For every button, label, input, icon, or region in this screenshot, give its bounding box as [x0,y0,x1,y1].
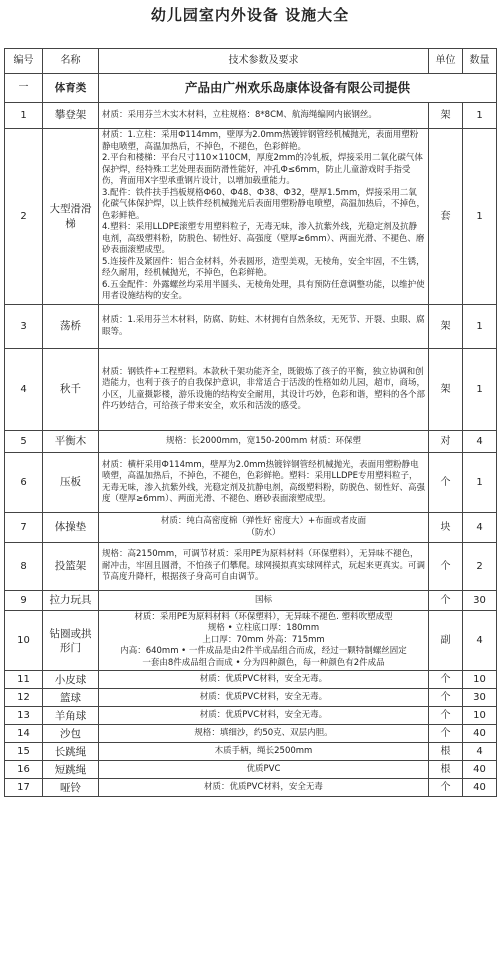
spec-line: 规格：填细沙，约50克、双层内胆。 [194,728,333,739]
table-row [5,689,497,707]
row-unit: 个 [429,779,463,797]
row-name: 压板 [43,453,99,513]
spec-line: 木质手柄，绳长2500mm [214,746,313,757]
row-unit: 个 [429,543,463,591]
table-row [5,349,497,431]
spec-line: 规格 • 立柱底口厚：180mm [207,623,320,634]
row-no: 9 [5,591,43,611]
row-qty: 1 [463,349,497,431]
table-row [5,513,497,543]
table-row [5,671,497,689]
row-spec [99,103,429,129]
spec-line: 材质：采用芬兰木实木材料，立柱规格：8*8CM、航海绳编网内嵌钢丝。 [102,109,377,120]
row-unit: 架 [429,103,463,129]
row-spec [99,611,429,671]
spec-line: 材质：优质PVC材料，安全无毒。 [199,710,328,721]
table-row [5,743,497,761]
row-no: 15 [5,743,43,761]
table-row [5,453,497,513]
row-unit: 对 [429,431,463,453]
row-name: 短跳绳 [43,761,99,779]
table-row [5,707,497,725]
spec-line: 2.平台和楼梯：平台尺寸110×110CM，厚度2mm的冷轧板，焊接采用二氧化碳气体保护焊，经特殊工艺处理表面防滑性能好，冲孔Ф≤6mm，防止儿童游戏时手指受伤，背面用X字型承重钢片设计，以增加载重能力。 [102,153,423,187]
row-name: 荡桥 [43,305,99,349]
row-name: 钻圈或拱形门 [43,611,99,671]
row-unit: 个 [429,453,463,513]
table-row [5,725,497,743]
row-name: 沙包 [43,725,99,743]
row-qty: 1 [463,103,497,129]
page-title: 幼儿园室内外设备 设施大全 [150,6,350,24]
table-row [5,611,497,671]
row-unit: 架 [429,349,463,431]
spec-line: 6.五金配件：外露螺丝均采用半圆头、无棱角处理，具有预防任意调整功能，以维护使用者设施结构的安全。 [102,279,425,302]
header-spec: 技术参数及要求 [99,49,429,74]
row-no: 14 [5,725,43,743]
row-qty: 4 [463,743,497,761]
row-qty: 2 [463,543,497,591]
spec-line: 材质：优质PVC材料，安全无毒 [204,782,323,793]
header-qty: 数量 [463,49,497,74]
table-row [5,761,497,779]
row-no: 3 [5,305,43,349]
row-no: 5 [5,431,43,453]
row-spec [99,305,429,349]
spec-line: 上口厚：70mm 外高：715mm [202,634,325,645]
spec-line: （防水） [246,527,281,538]
spec-line: 材质：1.立柱：采用Ф114mm，壁厚为2.0mm热镀锌钢管经机械抛光，表面用塑粉静电喷塑，高温加热后，不掉色，不褪色，色彩鲜艳。 [102,130,419,152]
row-spec [99,707,429,725]
row-qty: 30 [463,591,497,611]
spec-line: 材质：1.采用芬兰木材料，防腐、防蛀、木材拥有自然条纹，无死节、开裂、虫眼、腐眼等。 [102,315,425,337]
table-row [5,779,497,797]
row-no: 6 [5,453,43,513]
table-row [5,543,497,591]
row-qty: 10 [463,707,497,725]
row-unit: 个 [429,725,463,743]
header-name: 名称 [43,49,99,74]
row-name: 攀登架 [43,103,99,129]
row-name: 长跳绳 [43,743,99,761]
header-row [5,49,497,74]
row-spec [99,591,429,611]
row-no: 4 [5,349,43,431]
row-qty: 40 [463,725,497,743]
row-spec [99,671,429,689]
row-name: 哑铃 [43,779,99,797]
row-qty: 4 [463,611,497,671]
section-note: 产品由广州欢乐岛康体设备有限公司提供 [99,74,497,103]
row-name: 投篮架 [43,543,99,591]
row-name: 篮球 [43,689,99,707]
spec-line: 4.塑料：采用LLDPE滚塑专用塑料粒子，无毒无味，渗入抗紫外线，光稳定剂及抗静电剂，高级塑料粉，防脱色、韧性好、高强度（壁厚≥6mm）、两面光滑、不褪色、磨砂表面滚塑成型。 [102,222,425,256]
row-unit: 个 [429,591,463,611]
section-no: 一 [5,74,43,103]
row-spec [99,431,429,453]
spec-line: 材质：优质PVC材料，安全无毒。 [199,692,328,703]
header-unit: 单位 [429,49,463,74]
row-unit: 个 [429,707,463,725]
row-unit: 个 [429,671,463,689]
row-spec [99,129,429,305]
row-no: 8 [5,543,43,591]
spec-line: 材质：横杆采用Ф114mm，壁厚为2.0mm热镀锌钢管经机械抛光，表面用塑粉静电喷塑，高温加热后，不掉色，不褪色，色彩鲜艳。塑料：采用LLDPE专用塑料粒子，无毒无味，渗入抗紫外线，光稳定剂及抗静电剂，高级塑料粉，防脱色、韧性好、高强度（壁厚≥6mm）、两面光滑、不褪色、磨砂表面滚塑成型。 [102,459,426,504]
row-spec [99,349,429,431]
row-unit: 个 [429,689,463,707]
row-qty: 4 [463,431,497,453]
row-qty: 40 [463,779,497,797]
spec-line: 3.配件：铁件扶手挡板规格Ф60、Ф48、Ф38、Ф32，壁厚1.5mm，焊接采用二氧化碳气体保护焊，以上铁件经机械抛光后表面用塑粉静电喷塑，高温加热后，不掉色，色彩鲜艳。 [102,187,426,221]
row-no: 11 [5,671,43,689]
row-spec [99,761,429,779]
row-no: 7 [5,513,43,543]
header-no: 编号 [5,49,43,74]
row-qty: 40 [463,761,497,779]
row-qty: 30 [463,689,497,707]
section-name: 体育类 [43,74,99,103]
spec-line: 内高：640mm • 一件成品是由2件半成品组合而成，经过一颗特制螺丝固定 [120,646,407,657]
row-qty: 4 [463,513,497,543]
row-no: 12 [5,689,43,707]
row-qty: 1 [463,129,497,305]
row-spec [99,743,429,761]
table-row [5,103,497,129]
spec-line: 材质：纯白高密度棉（弹性好 密度大）+布面或者皮面 [160,516,367,527]
spec-line: 一套由8件成品组合而成 • 分为四种颜色，每一种颜色有2件成品 [142,657,385,668]
spec-line: 材质：钢铁件+工程塑料。本款秋千架功能齐全，既锻炼了孩子的平衡，独立协调和创造能力，也利于孩子的自我保护意识，非常适合于活泼的性格如幼儿园，超市，商场，小区，儿童摄影楼，游乐设施的结构安全耐用，其设计巧妙，色彩和谐，塑料的各个部件巧妙结合，可给孩子带来安全，欢乐和活泼的感受。 [102,366,426,411]
row-name: 平衡木 [43,431,99,453]
row-no: 17 [5,779,43,797]
row-name: 小皮球 [43,671,99,689]
row-name: 体操垫 [43,513,99,543]
spec-line: 规格：长2000mm，宽150-200mm 材质：环保塑 [166,435,361,446]
row-spec [99,725,429,743]
row-qty: 1 [463,453,497,513]
row-name: 拉力玩具 [43,591,99,611]
spec-line: 5.连接件及紧固件：铝合金材料，外表圆形，造型美观，无棱角，安全牢固，不生锈，经久耐用，经机械抛光，不掉色，色彩鲜艳。 [102,256,425,279]
row-qty: 10 [463,671,497,689]
row-no: 10 [5,611,43,671]
spec-line: 材质：采用PE为原料材料（环保塑料），无异味不褪色. 塑料吹塑成型 [134,612,393,622]
row-qty: 1 [463,305,497,349]
row-name: 秋千 [43,349,99,431]
row-no: 2 [5,129,43,305]
row-unit: 架 [429,305,463,349]
row-unit: 套 [429,129,463,305]
spec-line: 材质：优质PVC材料，安全无毒。 [199,674,328,685]
row-name: 羊角球 [43,707,99,725]
spec-line: 国标 [254,594,272,605]
row-name: 大型滑滑梯 [43,129,99,305]
table-row [5,431,497,453]
spec-line: 规格：高2150mm，可调节材质：采用PE为原料材料（环保塑料），无异味不褪色，耐冲击，牢固且圆滑，不怕孩子们攀爬。球网摸拟真实球网样式，玩起来更真实。可调节高度升降杆，根据孩子身高可自由调节。 [102,549,426,583]
row-unit: 副 [429,611,463,671]
table-row [5,305,497,349]
row-no: 16 [5,761,43,779]
table-row [5,129,497,305]
row-spec [99,453,429,513]
spec-line: 优质PVC [246,764,281,775]
row-no: 13 [5,707,43,725]
row-spec [99,543,429,591]
section-row [5,74,497,103]
row-no: 1 [5,103,43,129]
row-spec [99,513,429,543]
row-unit: 根 [429,761,463,779]
row-unit: 块 [429,513,463,543]
table-row [5,591,497,611]
row-spec [99,779,429,797]
equipment-table [4,48,497,797]
row-spec [99,689,429,707]
row-unit: 根 [429,743,463,761]
